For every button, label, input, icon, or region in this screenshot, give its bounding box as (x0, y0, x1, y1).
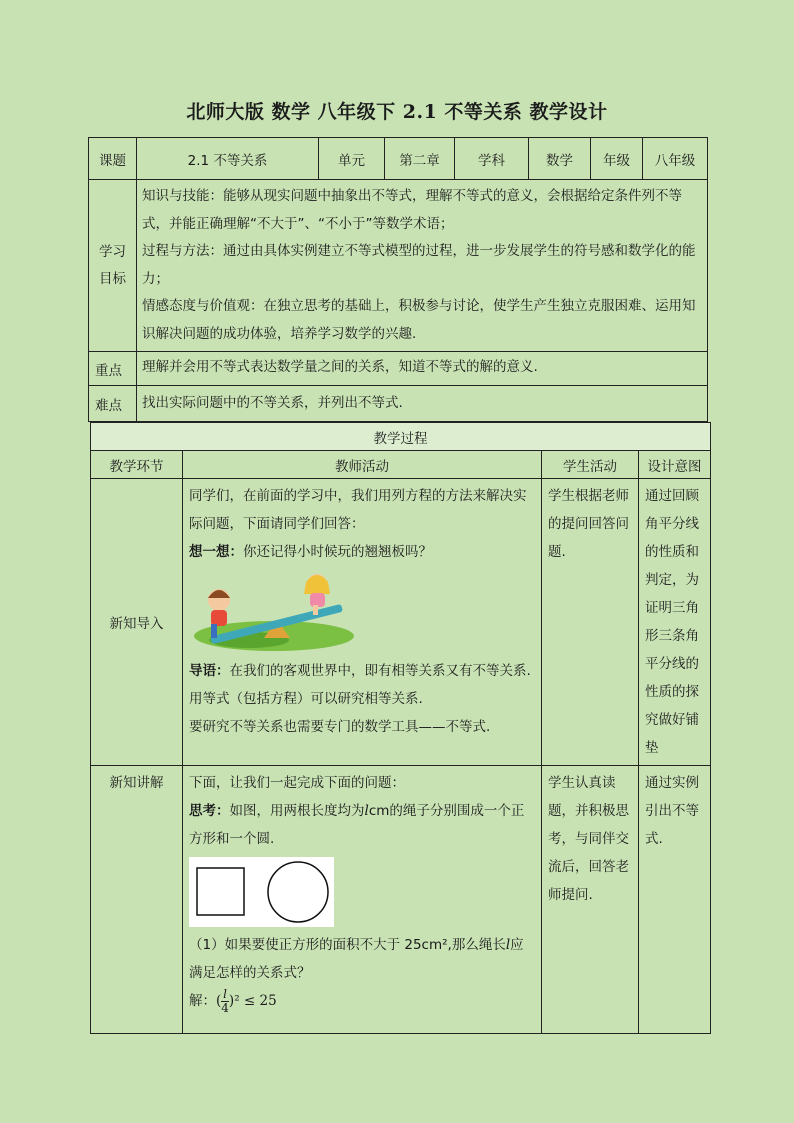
difficult-point-text: 找出实际问题中的不等关系，并列出不等式. (137, 386, 708, 422)
topic-value: 2.1 不等关系 (137, 138, 319, 180)
col-teacher-header: 教师活动 (183, 451, 542, 479)
think-line (189, 538, 535, 566)
design-intent-intro: 通过回顾角平分线的性质和判定，为证明三角形三条角平分线的性质的探究做好铺垫 (639, 479, 711, 766)
unit-label: 单元 (319, 138, 385, 180)
solution-line: 解：( $\frac{l}{4}$ )² ≤ 25 (189, 987, 277, 1015)
difficult-point-label: 难点 (89, 386, 137, 422)
goals-label (89, 180, 137, 352)
solution-label: 解： (189, 993, 216, 1009)
grade-value: 八年级 (643, 138, 708, 180)
teacher-activity-intro (183, 479, 542, 766)
fraction-numerator: l (223, 987, 228, 1001)
design-intent-explain: 通过实例引出不等式. (639, 766, 711, 1034)
goals-label-line1: 学习 (99, 243, 126, 260)
question-1-text-b: 应满足怎样的关系式？ (189, 937, 524, 981)
unit-value: 第二章 (385, 138, 455, 180)
think-text: 你还记得小时候玩的翘翘板吗？ (243, 544, 432, 560)
stage-explain: 新知讲解 (91, 766, 183, 1034)
topic-label: 课题 (89, 138, 137, 180)
guide-line (189, 657, 535, 685)
question-1-text-a: （1）如果要使正方形的面积不大于 25cm²,那么绳长 (189, 937, 506, 953)
student-activity-intro: 学生根据老师的提问回答问题. (542, 479, 639, 766)
key-point-label: 重点 (89, 352, 137, 386)
ponder-label: 思考： (189, 803, 230, 819)
solution-inequality: ² ≤ 25 (234, 993, 277, 1009)
goal-process: 过程与方法：通过由具体实例建立不等式模型的过程，进一步发展学生的符号感和数学化的能力； (142, 243, 696, 287)
question-1 (189, 931, 535, 987)
fraction (221, 988, 229, 1015)
goal-attitude: 情感态度与价值观：在独立思考的基础上，积极参与讨论，使学生产生独立克服困难、运用知识解决问题的成功体验，培养学习数学的兴趣. (142, 298, 696, 342)
fraction-denominator: 4 (221, 1001, 229, 1015)
col-stage-header: 教学环节 (91, 451, 183, 479)
col-design-header: 设计意图 (639, 451, 711, 479)
inequality-text: 要研究不等关系也需要专门的数学工具——不等式. (189, 719, 491, 735)
course-info-table (88, 137, 708, 422)
stage-intro: 新知导入 (91, 479, 183, 766)
question-1-var: l (505, 937, 511, 953)
goals-text (137, 180, 708, 352)
goals-label-line2: 目标 (99, 270, 126, 287)
ponder-text-a: 如图，用两根长度均为 (229, 803, 365, 819)
teaching-process-table (90, 422, 711, 1034)
goal-knowledge: 知识与技能：能够从现实问题中抽象出不等式，理解不等式的意义，会根据给定条件列不等式，并能正确理解“不大于”、“不小于”等数学术语； (142, 188, 682, 232)
process-header: 教学过程 (91, 423, 711, 451)
key-point-text: 理解并会用不等式表达数学量之间的关系，知道不等式的解的意义. (137, 352, 708, 386)
grade-label: 年级 (591, 138, 643, 180)
square-circle-figure (189, 857, 334, 927)
subject-value: 数学 (529, 138, 591, 180)
intro-text: 同学们，在前面的学习中，我们用列方程的方法来解决实际问题，下面请同学们回答： (189, 488, 527, 532)
subject-label: 学科 (455, 138, 529, 180)
guide-text: 在我们的客观世界中，即有相等关系又有不等关系. (229, 663, 531, 679)
student-activity-explain: 学生认真读题，并积极思考，与同伴交流后，回答老师提问. (542, 766, 639, 1034)
ponder-var: l (364, 803, 369, 819)
teacher-activity-explain (183, 766, 542, 1034)
guide-label: 导语： (189, 663, 230, 679)
equation-text: 用等式（包括方程）可以研究相等关系. (189, 691, 423, 707)
ponder-text-b: cm的绳子分别围成一个正方形和一个圆. (189, 803, 525, 847)
seesaw-illustration (189, 568, 354, 653)
ponder-line (189, 797, 535, 853)
explain-intro: 下面，让我们一起完成下面的问题： (189, 775, 405, 791)
page-title: 北师大版 数学 八年级下 2.1 不等关系 教学设计 (186, 101, 608, 123)
think-label: 想一想： (189, 544, 243, 560)
col-student-header: 学生活动 (542, 451, 639, 479)
